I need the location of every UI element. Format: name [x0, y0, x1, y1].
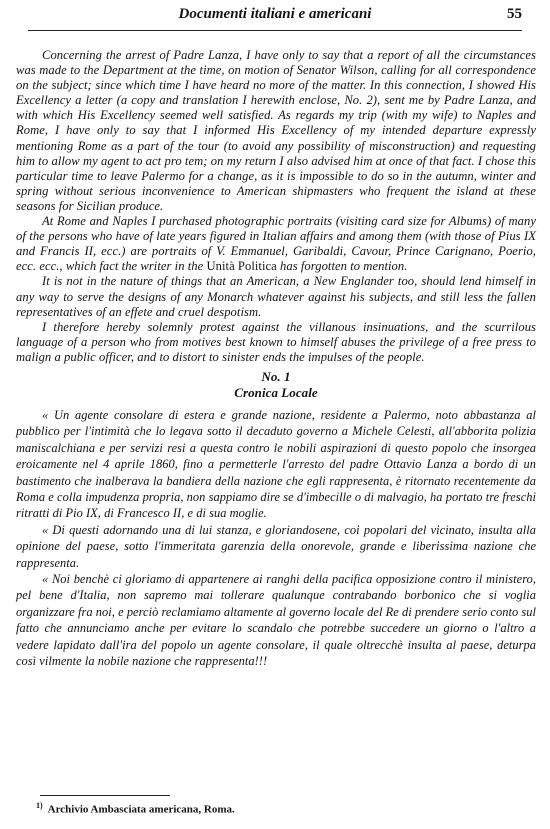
cronica-locale-heading: Cronica Locale — [234, 384, 318, 400]
italian-paragraph-opposition: « Noi benchè ci gloriamo di appartenere ai ranghi della pacifica opposizione contro il ministero, pel bene d'Italia, non sapremo mai tollerare qualunque contrabando borbonico che si voglia organizzare fra noi, e perciò reclamiamo altamente al governo locale del Re di prendere serio conto sul fatto che annunciamo anche per evitare lo scandalo che potrebbe succedere un giorno o l'altro a vedere lapidato dall'ira del popolo un agente consolare, il quale oltrecchè insulta al paese, deturpa così vilmente la nobile nazione che rappresenta!!! — [16, 572, 536, 669]
running-title: Documenti italiani e americani — [178, 6, 372, 22]
italian-paragraph-agent: « Un agente consolare di estera e grande nazione, residente a Palermo, noto abbastanza al pubblico per l'intimità che lo legava sotto il decaduto governo a Michele Celesti, all'abborita polizia maniscalchiana e per servizi resi a questa contro le nobili aspirazioni di questo popolo che insorgea eroicamente nel 4 aprile 1860, fino a permetterle l'arresto del padre Ottavio Lanza a bordo di un bastimento che inalberava la bandiera della nazione che egli rappresenta, è ritornato recentemente da Roma e colla impudenza propria, non sappiamo dire se d'imbecille o di malvagio, ha portato tre freschi ritratti di Pio IX, di Francesco II, e di sua moglie. — [16, 407, 536, 521]
footnote — [36, 801, 235, 816]
page-number: 55 — [507, 6, 522, 22]
running-head — [28, 6, 522, 28]
paragraph-portraits — [16, 214, 536, 274]
paragraph-arrest-lanza: Concerning the arrest of Padre Lanza, I have only to say that a report of all the circumstances was made to the Department at the time, on motion of Senator Wilson, calling for all correspondence on the subject; since which time I have heard no more of the matter. In this connection, I showed His Excellency a letter (a copy and translation I herewith enclose, No. 2), sent me by Padre Lanza, and with which His Excellency seemed well satisfied. As regards my trip (with my wife) to Naples and Rome, I have only to say that I informed His Excellency of my intended departure expressly mentioning Rome as a part of the tour (to avoid any possibility of misconstruction) and requesting him to allow my agent to act pro tem; on my return I also advised him at once of that fact. I chose this particular time to leave Palermo for a change, as it is impossible to do so in the autumn, winter and spring without serious inconvenience to American shipmasters who frequent the island at these seasons for Sicilian produce. — [16, 48, 536, 213]
footnote-rule — [40, 795, 170, 796]
body-text — [16, 48, 536, 669]
paragraph-american-nature: It is not in the nature of things that an American, a New Englander too, should lend himself in any way to serve the designs of any Monarch whatever against his subjects, and still less the fallen representatives of an effete and cruel despotism. — [16, 274, 536, 319]
newspaper-name: Unità Politica — [206, 259, 277, 274]
footnote-text: Archivio Ambasciata americana, Roma. — [47, 803, 235, 816]
portraits-end: has forgotten to mention. — [280, 259, 408, 274]
portraits-text: At Rome and Naples I purchased photographic portraits (visiting card size for Albums) of many of the persons who have of late years figured in Italian affairs and among them (with those of Pius IX and Francis II, ecc.) are portraits of V. Emmanuel, Garibaldi, Cavour, Prince Carignano, Poerio, ecc. ecc., which fact the writer in the — [16, 214, 536, 274]
header-rule — [28, 30, 522, 31]
footnote-marker: 1) — [36, 801, 43, 810]
paragraph-protest: I therefore hereby solemnly protest against the villanous insinuations, and the scurrilous language of a person who from motives best known to himself abuses the privilege of a free press to malign a public officer, and to distort to sinister ends the impulses of the people. — [16, 319, 536, 364]
document-number-heading: No. 1 — [261, 368, 291, 384]
italian-paragraph-room: « Di questi adornando una di lui stanza, e gloriandosene, coi popolari del vicinato, insulta alla opinione del paese, sotto l'immeritata garenzia della onorevole, grande e liberissima nazione che rappresenta. — [16, 522, 536, 570]
